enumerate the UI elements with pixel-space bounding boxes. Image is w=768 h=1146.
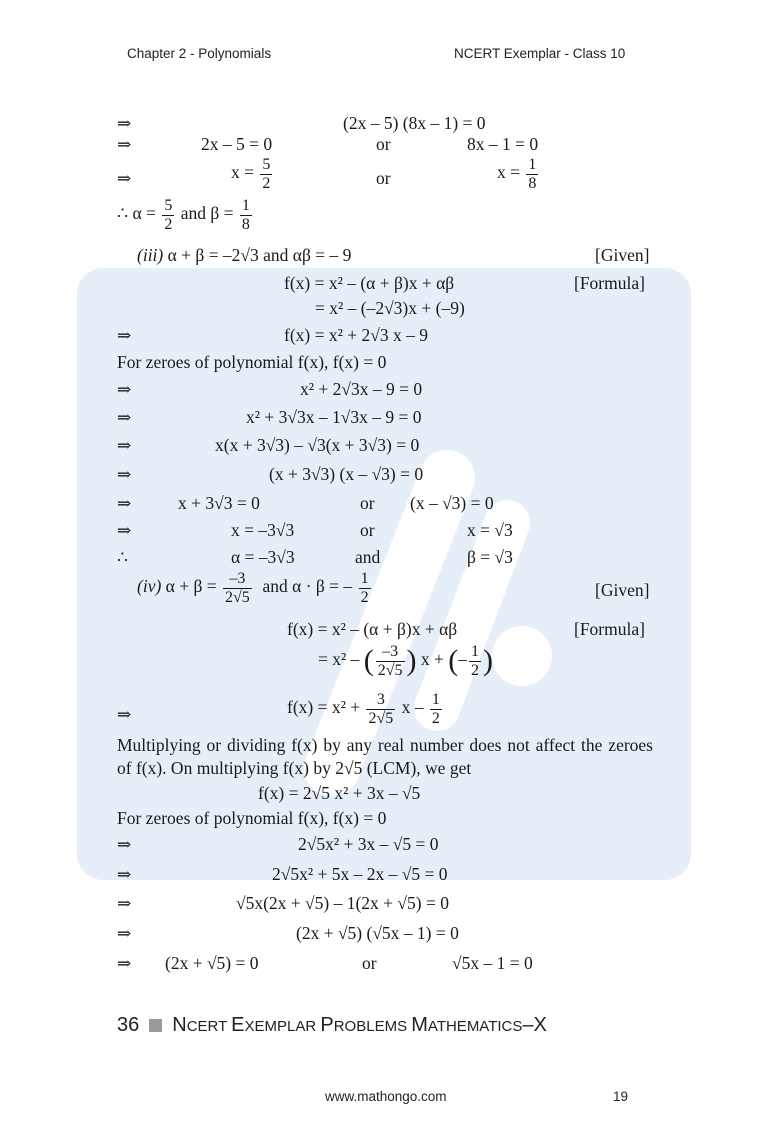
book-title: NCERT EXEMPLAR PROBLEMS MATHEMATICS–X (172, 1014, 547, 1036)
or-text: or (360, 493, 375, 513)
or-text: or (360, 520, 375, 540)
implies-symbol: ⇒ (117, 326, 132, 345)
step-line: (x + 3√3) (x – √3) = 0 (269, 464, 424, 484)
step-line: 2√5x² + 3x – √5 = 0 (298, 834, 439, 854)
step-line: α = –3√3 (231, 547, 295, 567)
or-text: or (362, 953, 377, 973)
book-footer (117, 1014, 547, 1037)
step-line: (2x + √5) (√5x – 1) = 0 (296, 923, 459, 943)
step-line: (x – √3) = 0 (410, 493, 494, 513)
equation-line: x = $\frac{5}{2}$ (231, 156, 271, 192)
implies-symbol: ⇒ (117, 894, 132, 913)
equation-line: (2x – 5) (8x – 1) = 0 (343, 113, 486, 133)
formula-tag: [Formula] (574, 273, 645, 293)
or-text: or (376, 134, 391, 154)
equation-line: 8x – 1 = 0 (467, 134, 539, 154)
implies-symbol: ⇒ (117, 380, 132, 399)
implies-symbol: ⇒ (117, 408, 132, 427)
header-book: NCERT Exemplar - Class 10 (454, 46, 626, 61)
step-line: x = –3√3 (231, 520, 295, 540)
formula-line: f(x) = x² – (α + β)x + αβ (284, 273, 455, 293)
implies-symbol: ⇒ (117, 705, 132, 724)
polynomial-line: f(x) = x² + 2√3 x – 9 (284, 325, 428, 345)
step-line: x = √3 (467, 520, 513, 540)
therefore-symbol: ∴ (117, 548, 128, 567)
or-text: or (376, 168, 391, 188)
step-line: β = √3 (467, 547, 513, 567)
polynomial-line: f(x) = x² + $\frac{3}{2√5}$ x – $\frac{1}{2}$ (287, 691, 440, 727)
book-page-number: 36 (117, 1014, 140, 1036)
implies-symbol: ⇒ (117, 521, 132, 540)
step-line: √5x – 1 = 0 (452, 953, 533, 973)
formula-line: f(x) = x² – (α + β)x + αβ (287, 619, 458, 639)
square-bullet-icon (149, 1019, 162, 1032)
alpha-beta-result: ∴ α = $\frac{5}{2}$ and β = $\frac{1}{8}$ (117, 197, 250, 233)
step-line: 2√5x² + 5x – 2x – √5 = 0 (272, 864, 448, 884)
implies-symbol: ⇒ (117, 494, 132, 513)
header-chapter: Chapter 2 - Polynomials (127, 46, 272, 61)
given-tag: [Given] (595, 245, 650, 265)
given-line: (iv) α + β = $\frac{-3}{2√5}$ and α · β = – $\frac{1}{2}$ (137, 570, 369, 606)
zeros-statement: For zeroes of polynomial f(x), f(x) = 0 (117, 808, 387, 828)
and-text: and (355, 547, 381, 567)
substitution-line: = x² – ( $\frac{-3}{2√5}$ ) x + (– $\frac{1}{2}$ ) (318, 643, 494, 679)
step-line: √5x(2x + √5) – 1(2x + √5) = 0 (236, 893, 449, 913)
given-tag: [Given] (595, 580, 650, 600)
website-link[interactable]: www.mathongo.com (325, 1089, 447, 1104)
given-line: (iii) α + β = –2√3 and αβ = – 9 (137, 245, 352, 265)
implies-symbol: ⇒ (117, 865, 132, 884)
step-line: x² + 3√3x – 1√3x – 9 = 0 (246, 407, 422, 427)
substitution-line: = x² – (–2√3)x + (–9) (315, 298, 465, 318)
implies-symbol: ⇒ (117, 835, 132, 854)
equation-line: x = $\frac{1}{8}$ (497, 156, 537, 192)
polynomial-line: f(x) = 2√5 x² + 3x – √5 (258, 783, 421, 803)
step-line: x + 3√3 = 0 (178, 493, 260, 513)
implies-symbol: ⇒ (117, 169, 132, 188)
formula-tag: [Formula] (574, 619, 645, 639)
equation-line: 2x – 5 = 0 (201, 134, 273, 154)
step-line: x² + 2√3x – 9 = 0 (300, 379, 423, 399)
implies-symbol: ⇒ (117, 465, 132, 484)
step-line: (2x + √5) = 0 (165, 953, 259, 973)
step-line: x(x + 3√3) – √3(x + 3√3) = 0 (215, 435, 420, 455)
implies-symbol: ⇒ (117, 924, 132, 943)
implies-symbol: ⇒ (117, 114, 132, 133)
sheet-number: 19 (613, 1089, 629, 1104)
explanation-paragraph: Multiplying or dividing f(x) by any real number does not affect the zeroes of f(x). On multiplying f(x) by 2√5 (LCM), we get (117, 735, 653, 778)
implies-symbol: ⇒ (117, 436, 132, 455)
implies-symbol: ⇒ (117, 135, 132, 154)
implies-symbol: ⇒ (117, 954, 132, 973)
zeros-statement: For zeroes of polynomial f(x), f(x) = 0 (117, 352, 387, 372)
